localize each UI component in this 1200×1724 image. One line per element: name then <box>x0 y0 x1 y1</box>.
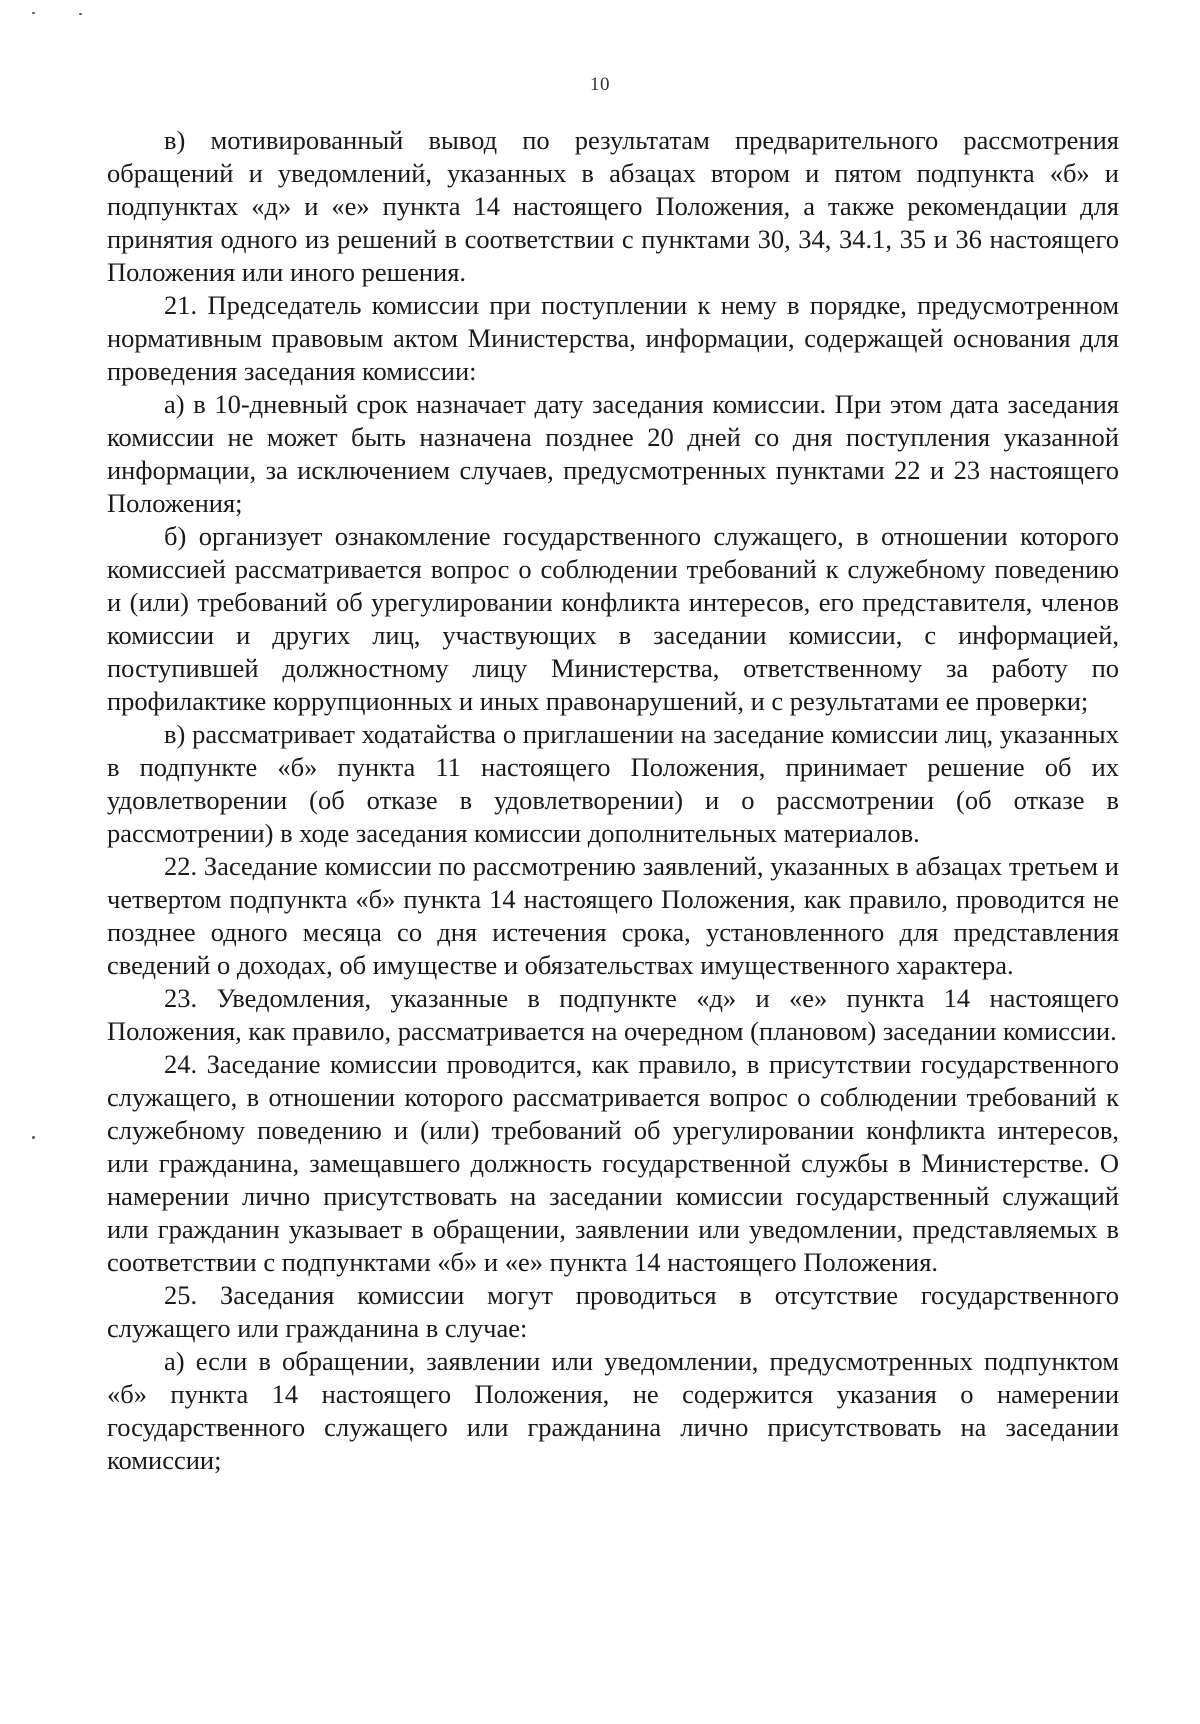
scan-speck <box>79 13 82 15</box>
paragraph-22: 22. Заседание комиссии по рассмотрению заявлений, указанных в абзацах третьем и четвертом подпункта «б» пункта 14 настоящего Положения, как правило, проводится не позднее одного месяца со дня истечения срока, установленного для представления сведений о доходах, об имуществе и обязательствах имущественного характера. <box>107 851 1119 980</box>
paragraph-25-a: а) если в обращении, заявлении или уведомлении, предусмотренных подпунктом «б» пункта 14 настоящего Положения, не содержится указания о намерении государственного служащего или гражданина лично присутствовать на заседании комиссии; <box>107 1346 1119 1475</box>
page-number: 10 <box>590 74 610 95</box>
paragraph-21-a: а) в 10-дневный срок назначает дату заседания комиссии. При этом дата заседания комиссии не может быть назначена позднее 20 дней со дня поступления указанной информации, за исключением случаев, предусмотренных пунктами 22 и 23 настоящего Положения; <box>107 389 1119 518</box>
scan-speck <box>32 1136 35 1139</box>
paragraph-23: 23. Уведомления, указанные в подпункте «д» и «е» пункта 14 настоящего Положения, как правило, рассматривается на очередном (плановом) заседании комиссии. <box>107 983 1119 1046</box>
paragraph-20-v: в) мотивированный вывод по результатам предварительного рассмотрения обращений и уведомлений, указанных в абзацах втором и пятом подпункта «б» и подпунктах «д» и «е» пункта 14 настоящего Положения, а также рекомендации для принятия одного из решений в соответствии с пунктами 30, 34, 34.1, 35 и 36 настоящего Положения или иного решения. <box>107 125 1119 287</box>
paragraph-21: 21. Председатель комиссии при поступлении к нему в порядке, предусмотренном нормативным правовым актом Министерства, информации, содержащей основания для проведения заседания комиссии: <box>107 290 1119 386</box>
paragraph-21-b: б) организует ознакомление государственного служащего, в отношении которого комиссией рассматривается вопрос о соблюдении требований к служебному поведению и (или) требований об урегулировании конфликта интересов, его представителя, членов комиссии и других лиц, участвующих в заседании комиссии, с информацией, поступившей должностному лицу Министерства, ответственному за работу по профилактике коррупционных и иных правонарушений, и с результатами ее проверки; <box>107 521 1119 716</box>
paragraph-25: 25. Заседания комиссии могут проводиться в отсутствие государственного служащего или гражданина в случае: <box>107 1280 1119 1343</box>
paragraph-21-v: в) рассматривает ходатайства о приглашении на заседание комиссии лиц, указанных в подпункте «б» пункта 11 настоящего Положения, принимает решение об их удовлетворении (об отказе в удовлетворении) и о рассмотрении (об отказе в рассмотрении) в ходе заседания комиссии дополнительных материалов. <box>107 719 1119 848</box>
paragraph-24: 24. Заседание комиссии проводится, как правило, в присутствии государственного служащего, в отношении которого рассматривается вопрос о соблюдении требований к служебному поведению и (или) требований об урегулировании конфликта интересов, или гражданина, замещавшего должность государственной службы в Министерстве. О намерении лично присутствовать на заседании комиссии государственный служащий или гражданин указывает в обращении, заявлении или уведомлении, представляемых в соответствии с подпунктами «б» и «е» пункта 14 настоящего Положения. <box>107 1049 1119 1277</box>
document-body <box>107 124 1119 1477</box>
scan-speck <box>32 12 35 14</box>
